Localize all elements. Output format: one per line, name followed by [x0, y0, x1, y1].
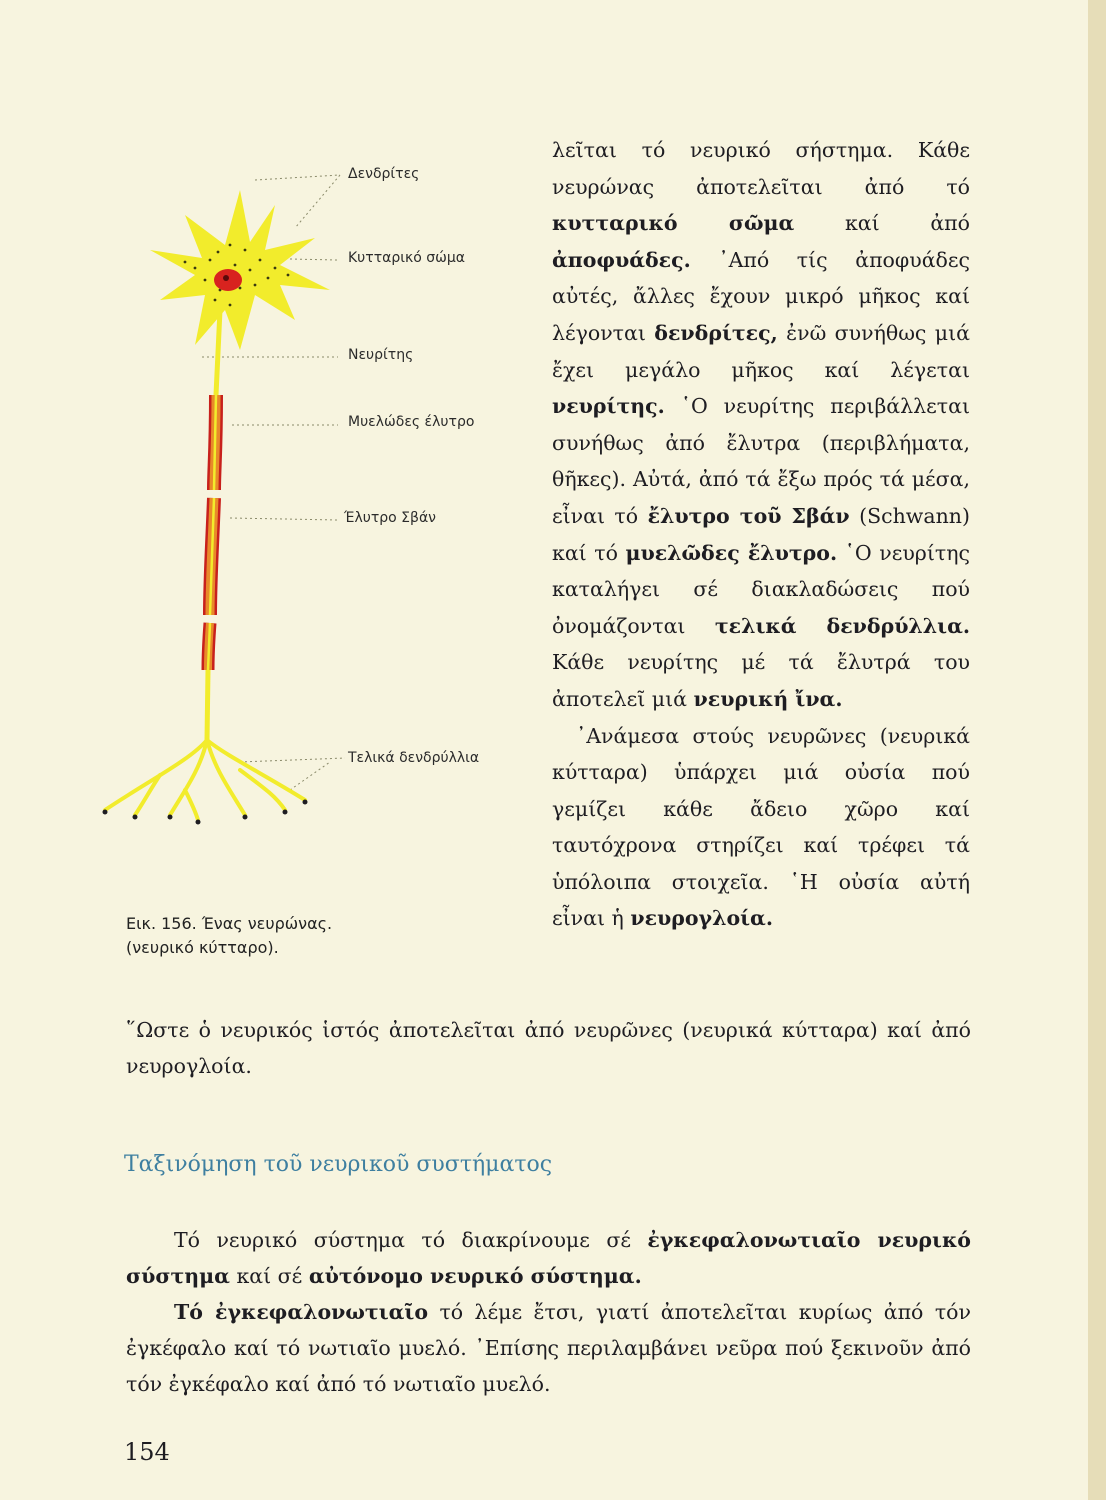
bold-term: νευρογλοία. [630, 906, 773, 931]
section-paragraph-1 [126, 1222, 971, 1294]
bold-term: αὐτόνομο νευρικό σύστημα. [308, 1264, 642, 1288]
text-run: (Schwann) καί τό [552, 503, 970, 565]
column-paragraph-2 [552, 718, 970, 938]
caption-line-1: Εικ. 156. Ένας νευρώνας. [126, 914, 333, 933]
cell-body [150, 190, 330, 350]
label-terminal-branches: Τελικά δενδρύλλια [348, 750, 480, 766]
text-run: Κάθε νευρίτης μέ τά ἔλυτρά του ἀποτελεῖ μιά [552, 650, 970, 711]
label-myelin-sheath: Μυελώδες έλυτρο [348, 414, 475, 430]
figure-caption [126, 912, 426, 960]
neuron-figure [90, 150, 530, 870]
label-schwann-sheath: Έλυτρο Σβάν [344, 510, 436, 526]
text-run: καί σέ [236, 1264, 303, 1288]
text-run: λεῖται τό νευρικό σήστημα. Κάθε νευρώνας ἀποτελεῖται ἀπό τό [552, 138, 970, 199]
text-run: καί ἀπό [844, 211, 970, 236]
axon-lower [207, 670, 208, 740]
text-run: Τό νευρικό σύστημα τό διακρίνουμε σέ [174, 1228, 631, 1252]
bold-term: κυτταρικό σῶμα [552, 211, 795, 236]
bold-term: τελικά δενδρύλλια. [714, 613, 970, 638]
section-heading: Ταξινόμηση τοῦ νευρικοῦ συστήματος [124, 1152, 553, 1177]
section-body [126, 1222, 971, 1402]
myelin-sheath [208, 395, 216, 670]
column-text [552, 132, 970, 937]
terminal-branches [105, 740, 305, 820]
bold-term: νευρική ἴνα. [693, 686, 843, 711]
section-paragraph-2 [126, 1294, 971, 1402]
text-run: τό λέμε ἔτσι, γιατί ἀποτελεῖται κυρίως ἀπό τόν ἐγκέφαλο καί τό νωτιαῖο μυελό. ᾿Επίσης περιλαμβάνει νεῦρα πού ξεκινοῦν ἀπό τόν ἐγκέφαλο καί ἀπό τό νωτιαῖο μυελό. [126, 1300, 971, 1396]
bold-term: νευρίτης. [552, 394, 665, 419]
nucleolus [223, 275, 229, 281]
terminal-knobs [103, 800, 308, 825]
label-cell-body: Κυτταρικό σώμα [348, 250, 465, 266]
label-dendrites: Δενδρίτες [348, 166, 420, 182]
page-edge [1088, 0, 1106, 1500]
text-run: ᾿Από τίς ἀποφυάδες αὐτές, ἄλλες ἔχουν μικρό μῆκος καί λέγονται [552, 247, 970, 345]
axon [216, 310, 220, 395]
bold-term: ἀποφυάδες. [552, 247, 691, 272]
summary-paragraph: ῞Ωστε ὁ νευρικός ἱστός ἀποτελεῖται ἀπό νευρῶνες (νευρικά κύτταρα) καί ἀπό νευρογλοία. [126, 1018, 971, 1078]
text-run: ἐνῶ συνήθως μιά ἔχει μεγάλο μῆκος καί λέγεται [552, 320, 970, 382]
caption-line-2: (νευρικό κύτταρο). [126, 938, 279, 957]
text-run: ῾Ο νευρίτης καταλήγει σέ διακλαδώσεις πού ὀνομάζονται [552, 540, 970, 638]
label-axon: Νευρίτης [348, 347, 414, 363]
bold-term: μυελῶδες ἔλυτρο. [625, 540, 838, 565]
text-run: ᾿Ανάμεσα στούς νευρῶνες (νευρικά κύτταρα) ὑπάρχει μιά οὐσία πού γεμίζει κάθε ἄδειο χῶρο καί ταυτόχρονα στηρίζει καί τρέφει τά ὑπόλοιπα στοιχεῖα. ῾Η οὐσία αὐτή εἶναι ἡ [552, 723, 970, 931]
bold-term: Τό ἐγκεφαλονωτιαῖο [174, 1300, 428, 1324]
bold-term: ἔλυτρο τοῦ Σβάν [647, 503, 850, 528]
bold-term: ἐγκεφαλονωτιαῖο νευρικό σύστημα [126, 1228, 971, 1288]
column-paragraph-1 [552, 132, 970, 718]
text-run: ῾Ο νευρίτης περιβάλλεται συνήθως ἀπό ἔλυτρα (περιβλήματα, θῆκες). Αὐτά, ἀπό τά ἔξω πρός τά μέσα, εἶναι τό [552, 394, 970, 528]
page-number: 154 [124, 1438, 170, 1466]
bold-term: δενδρίτες, [654, 320, 778, 345]
